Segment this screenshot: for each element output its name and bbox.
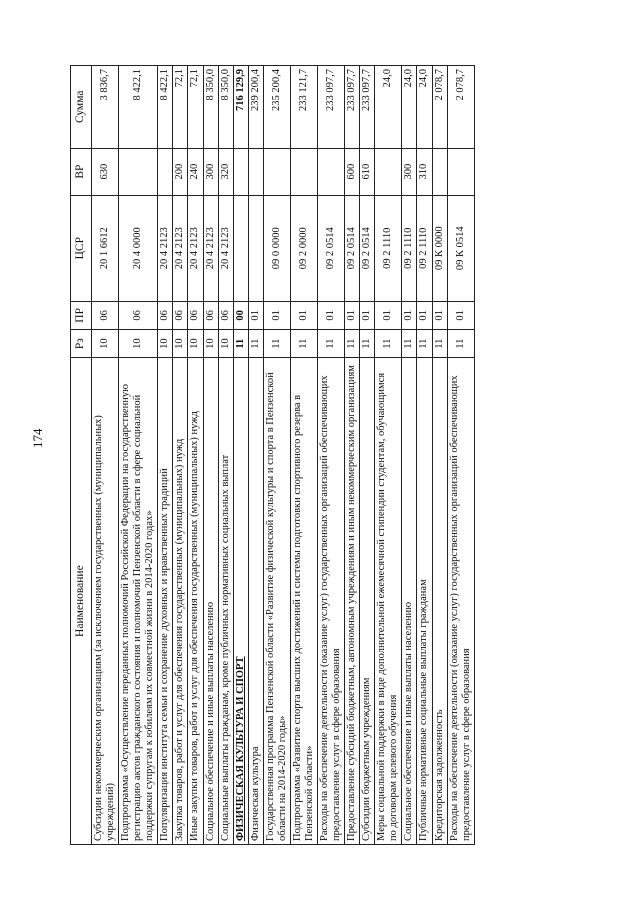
cell-sum: 233 097,7 bbox=[345, 66, 360, 149]
table-row bbox=[233, 66, 248, 845]
table-row bbox=[263, 66, 290, 845]
table-row bbox=[375, 66, 402, 845]
table-row bbox=[318, 66, 345, 845]
cell-rz: 10 bbox=[92, 330, 119, 358]
cell-csr: 20 4 2123 bbox=[158, 195, 173, 301]
cell-vr: 200 bbox=[173, 148, 188, 195]
cell-name: Социальное обеспечение и иные выплаты населению bbox=[203, 358, 218, 845]
cell-csr: 20 4 2123 bbox=[173, 195, 188, 301]
cell-name: Расходы на обеспечение деятельности (оказание услуг) государственных организаций обеспечивающих предоставление услуг в сфере образования bbox=[318, 358, 345, 845]
cell-sum: 2 078,7 bbox=[432, 66, 447, 149]
cell-csr: 09 2 0514 bbox=[345, 195, 360, 301]
cell-sum: 24,0 bbox=[375, 66, 402, 149]
cell-rz: 10 bbox=[203, 330, 218, 358]
header-vr: ВР bbox=[71, 148, 92, 195]
cell-pr: 06 bbox=[158, 301, 173, 329]
cell-name: Иные закупки товаров, работ и услуг для обеспечения государственных (муниципальных) нужд bbox=[188, 358, 203, 845]
cell-sum: 2 078,7 bbox=[447, 66, 474, 149]
cell-sum: 235 200,4 bbox=[263, 66, 290, 149]
cell-vr bbox=[447, 148, 474, 195]
cell-csr: 20 4 2123 bbox=[203, 195, 218, 301]
cell-csr: 09 К 0000 bbox=[432, 195, 447, 301]
cell-rz: 11 bbox=[375, 330, 402, 358]
cell-vr bbox=[119, 148, 158, 195]
cell-sum: 233 121,7 bbox=[290, 66, 317, 149]
cell-name: Закупка товаров, работ и услуг для обеспечения государственных (муниципальных) нужд bbox=[173, 358, 188, 845]
cell-rz: 11 bbox=[290, 330, 317, 358]
cell-pr: 06 bbox=[203, 301, 218, 329]
cell-name: Публичные нормативные социальные выплаты гражданам bbox=[417, 358, 432, 845]
cell-rz: 11 bbox=[248, 330, 263, 358]
cell-pr: 06 bbox=[173, 301, 188, 329]
table-row bbox=[402, 66, 417, 845]
cell-sum: 233 097,7 bbox=[318, 66, 345, 149]
cell-pr: 01 bbox=[432, 301, 447, 329]
cell-name: Популяризация института семьи и сохранение духовных и нравственных традиций bbox=[158, 358, 173, 845]
cell-sum: 239 200,4 bbox=[248, 66, 263, 149]
table-row bbox=[203, 66, 218, 845]
cell-name: Подпрограмма «Развитие спорта высших достижений и системы подготовки спортивного резерва в Пензенской области» bbox=[290, 358, 317, 845]
cell-csr: 20 4 2123 bbox=[218, 195, 233, 301]
cell-rz: 11 bbox=[432, 330, 447, 358]
table-row bbox=[92, 66, 119, 845]
cell-rz: 10 bbox=[158, 330, 173, 358]
cell-sum: 3 836,7 bbox=[92, 66, 119, 149]
cell-rz: 11 bbox=[360, 330, 375, 358]
cell-vr: 610 bbox=[360, 148, 375, 195]
page-number: 174 bbox=[30, 428, 45, 448]
table-row bbox=[248, 66, 263, 845]
cell-vr bbox=[375, 148, 402, 195]
cell-csr: 09 0 0000 bbox=[263, 195, 290, 301]
cell-rz: 11 bbox=[447, 330, 474, 358]
cell-name: Социальное обеспечение и иные выплаты населению bbox=[402, 358, 417, 845]
cell-vr bbox=[263, 148, 290, 195]
cell-csr bbox=[233, 195, 248, 301]
cell-vr: 320 bbox=[218, 148, 233, 195]
cell-vr bbox=[432, 148, 447, 195]
table-row bbox=[188, 66, 203, 845]
cell-csr: 20 1 6612 bbox=[92, 195, 119, 301]
cell-vr: 300 bbox=[402, 148, 417, 195]
cell-rz: 11 bbox=[417, 330, 432, 358]
cell-name: Предоставление субсидий бюджетным, автономным учреждениям и иным некоммерческим организациям bbox=[345, 358, 360, 845]
header-sum: Сумма bbox=[71, 66, 92, 149]
cell-pr: 01 bbox=[402, 301, 417, 329]
cell-pr: 06 bbox=[188, 301, 203, 329]
cell-sum: 8 422,1 bbox=[119, 66, 158, 149]
cell-csr: 09 2 0000 bbox=[290, 195, 317, 301]
cell-rz: 11 bbox=[402, 330, 417, 358]
cell-csr: 09 2 0514 bbox=[360, 195, 375, 301]
cell-name: Социальные выплаты гражданам, кроме публичных нормативных социальных выплат bbox=[218, 358, 233, 845]
table-row bbox=[290, 66, 317, 845]
cell-name: ФИЗИЧЕСКАЯ КУЛЬТУРА И СПОРТ bbox=[233, 358, 248, 845]
cell-rz: 11 bbox=[345, 330, 360, 358]
cell-sum: 72,1 bbox=[173, 66, 188, 149]
cell-sum: 716 129,9 bbox=[233, 66, 248, 149]
table-row bbox=[432, 66, 447, 845]
cell-rz: 11 bbox=[233, 330, 248, 358]
table-row bbox=[447, 66, 474, 845]
cell-sum: 8 350,0 bbox=[218, 66, 233, 149]
header-name: Наименование bbox=[71, 358, 92, 845]
cell-sum: 24,0 bbox=[417, 66, 432, 149]
cell-name: Субсидии некоммерческим организациям (за исключением государственных (муниципальных) учреждений) bbox=[92, 358, 119, 845]
cell-vr bbox=[248, 148, 263, 195]
header-rz: Рз bbox=[71, 330, 92, 358]
cell-csr: 09 2 1110 bbox=[402, 195, 417, 301]
cell-pr: 00 bbox=[233, 301, 248, 329]
cell-name: Физическая культура bbox=[248, 358, 263, 845]
cell-pr: 01 bbox=[248, 301, 263, 329]
cell-name: Расходы на обеспечение деятельности (оказание услуг) государственных организаций обеспечивающих предоставление услуг в сфере образования bbox=[447, 358, 474, 845]
cell-vr: 240 bbox=[188, 148, 203, 195]
table-row bbox=[158, 66, 173, 845]
table-row bbox=[119, 66, 158, 845]
table-row bbox=[218, 66, 233, 845]
cell-sum: 24,0 bbox=[402, 66, 417, 149]
cell-sum: 8 422,1 bbox=[158, 66, 173, 149]
cell-pr: 06 bbox=[218, 301, 233, 329]
table-header-row bbox=[71, 66, 92, 845]
cell-sum: 8 350,0 bbox=[203, 66, 218, 149]
cell-pr: 01 bbox=[345, 301, 360, 329]
cell-pr: 01 bbox=[318, 301, 345, 329]
cell-name: Субсидии бюджетным учреждениям bbox=[360, 358, 375, 845]
cell-csr: 09 2 1110 bbox=[417, 195, 432, 301]
cell-pr: 01 bbox=[360, 301, 375, 329]
cell-pr: 01 bbox=[290, 301, 317, 329]
table-row bbox=[417, 66, 432, 845]
cell-sum: 72,1 bbox=[188, 66, 203, 149]
cell-sum: 233 097,7 bbox=[360, 66, 375, 149]
cell-vr: 630 bbox=[92, 148, 119, 195]
cell-pr: 06 bbox=[119, 301, 158, 329]
budget-table bbox=[70, 65, 475, 845]
table-row bbox=[173, 66, 188, 845]
cell-csr: 09 2 1110 bbox=[375, 195, 402, 301]
cell-csr: 09 К 0514 bbox=[447, 195, 474, 301]
table-row bbox=[345, 66, 360, 845]
cell-csr bbox=[248, 195, 263, 301]
cell-vr bbox=[290, 148, 317, 195]
cell-rz: 10 bbox=[119, 330, 158, 358]
cell-rz: 11 bbox=[318, 330, 345, 358]
budget-table-container bbox=[70, 65, 565, 845]
table-row bbox=[360, 66, 375, 845]
header-csr: ЦСР bbox=[71, 195, 92, 301]
cell-pr: 01 bbox=[417, 301, 432, 329]
cell-pr: 01 bbox=[375, 301, 402, 329]
cell-vr: 310 bbox=[417, 148, 432, 195]
cell-vr: 600 bbox=[345, 148, 360, 195]
cell-vr bbox=[233, 148, 248, 195]
cell-pr: 06 bbox=[92, 301, 119, 329]
cell-name: Государственная программа Пензенской области «Развитие физической культуры и спорта в Пензенской области на 2014-2020 годы» bbox=[263, 358, 290, 845]
cell-rz: 10 bbox=[188, 330, 203, 358]
cell-rz: 10 bbox=[218, 330, 233, 358]
cell-csr: 20 4 2123 bbox=[188, 195, 203, 301]
cell-name: Кредиторская задолженность bbox=[432, 358, 447, 845]
cell-vr: 300 bbox=[203, 148, 218, 195]
cell-rz: 11 bbox=[263, 330, 290, 358]
header-pr: ПР bbox=[71, 301, 92, 329]
cell-vr bbox=[318, 148, 345, 195]
cell-name: Подпрограмма «Осуществление переданных полномочий Российской Федерации на государственную регистрацию актов гражданского состояния и полномочий Пензенской области в сфере социальной поддержки супругам к юбилеям их совместной жизни в 2014-2020 годах» bbox=[119, 358, 158, 845]
cell-name: Меры социальной поддержки в виде дополнительной ежемесячной стипендии студентам, обучающимся по договорам целевого обучения bbox=[375, 358, 402, 845]
cell-csr: 09 2 0514 bbox=[318, 195, 345, 301]
cell-csr: 20 4 0000 bbox=[119, 195, 158, 301]
cell-pr: 01 bbox=[447, 301, 474, 329]
cell-vr bbox=[158, 148, 173, 195]
cell-rz: 10 bbox=[173, 330, 188, 358]
cell-pr: 01 bbox=[263, 301, 290, 329]
